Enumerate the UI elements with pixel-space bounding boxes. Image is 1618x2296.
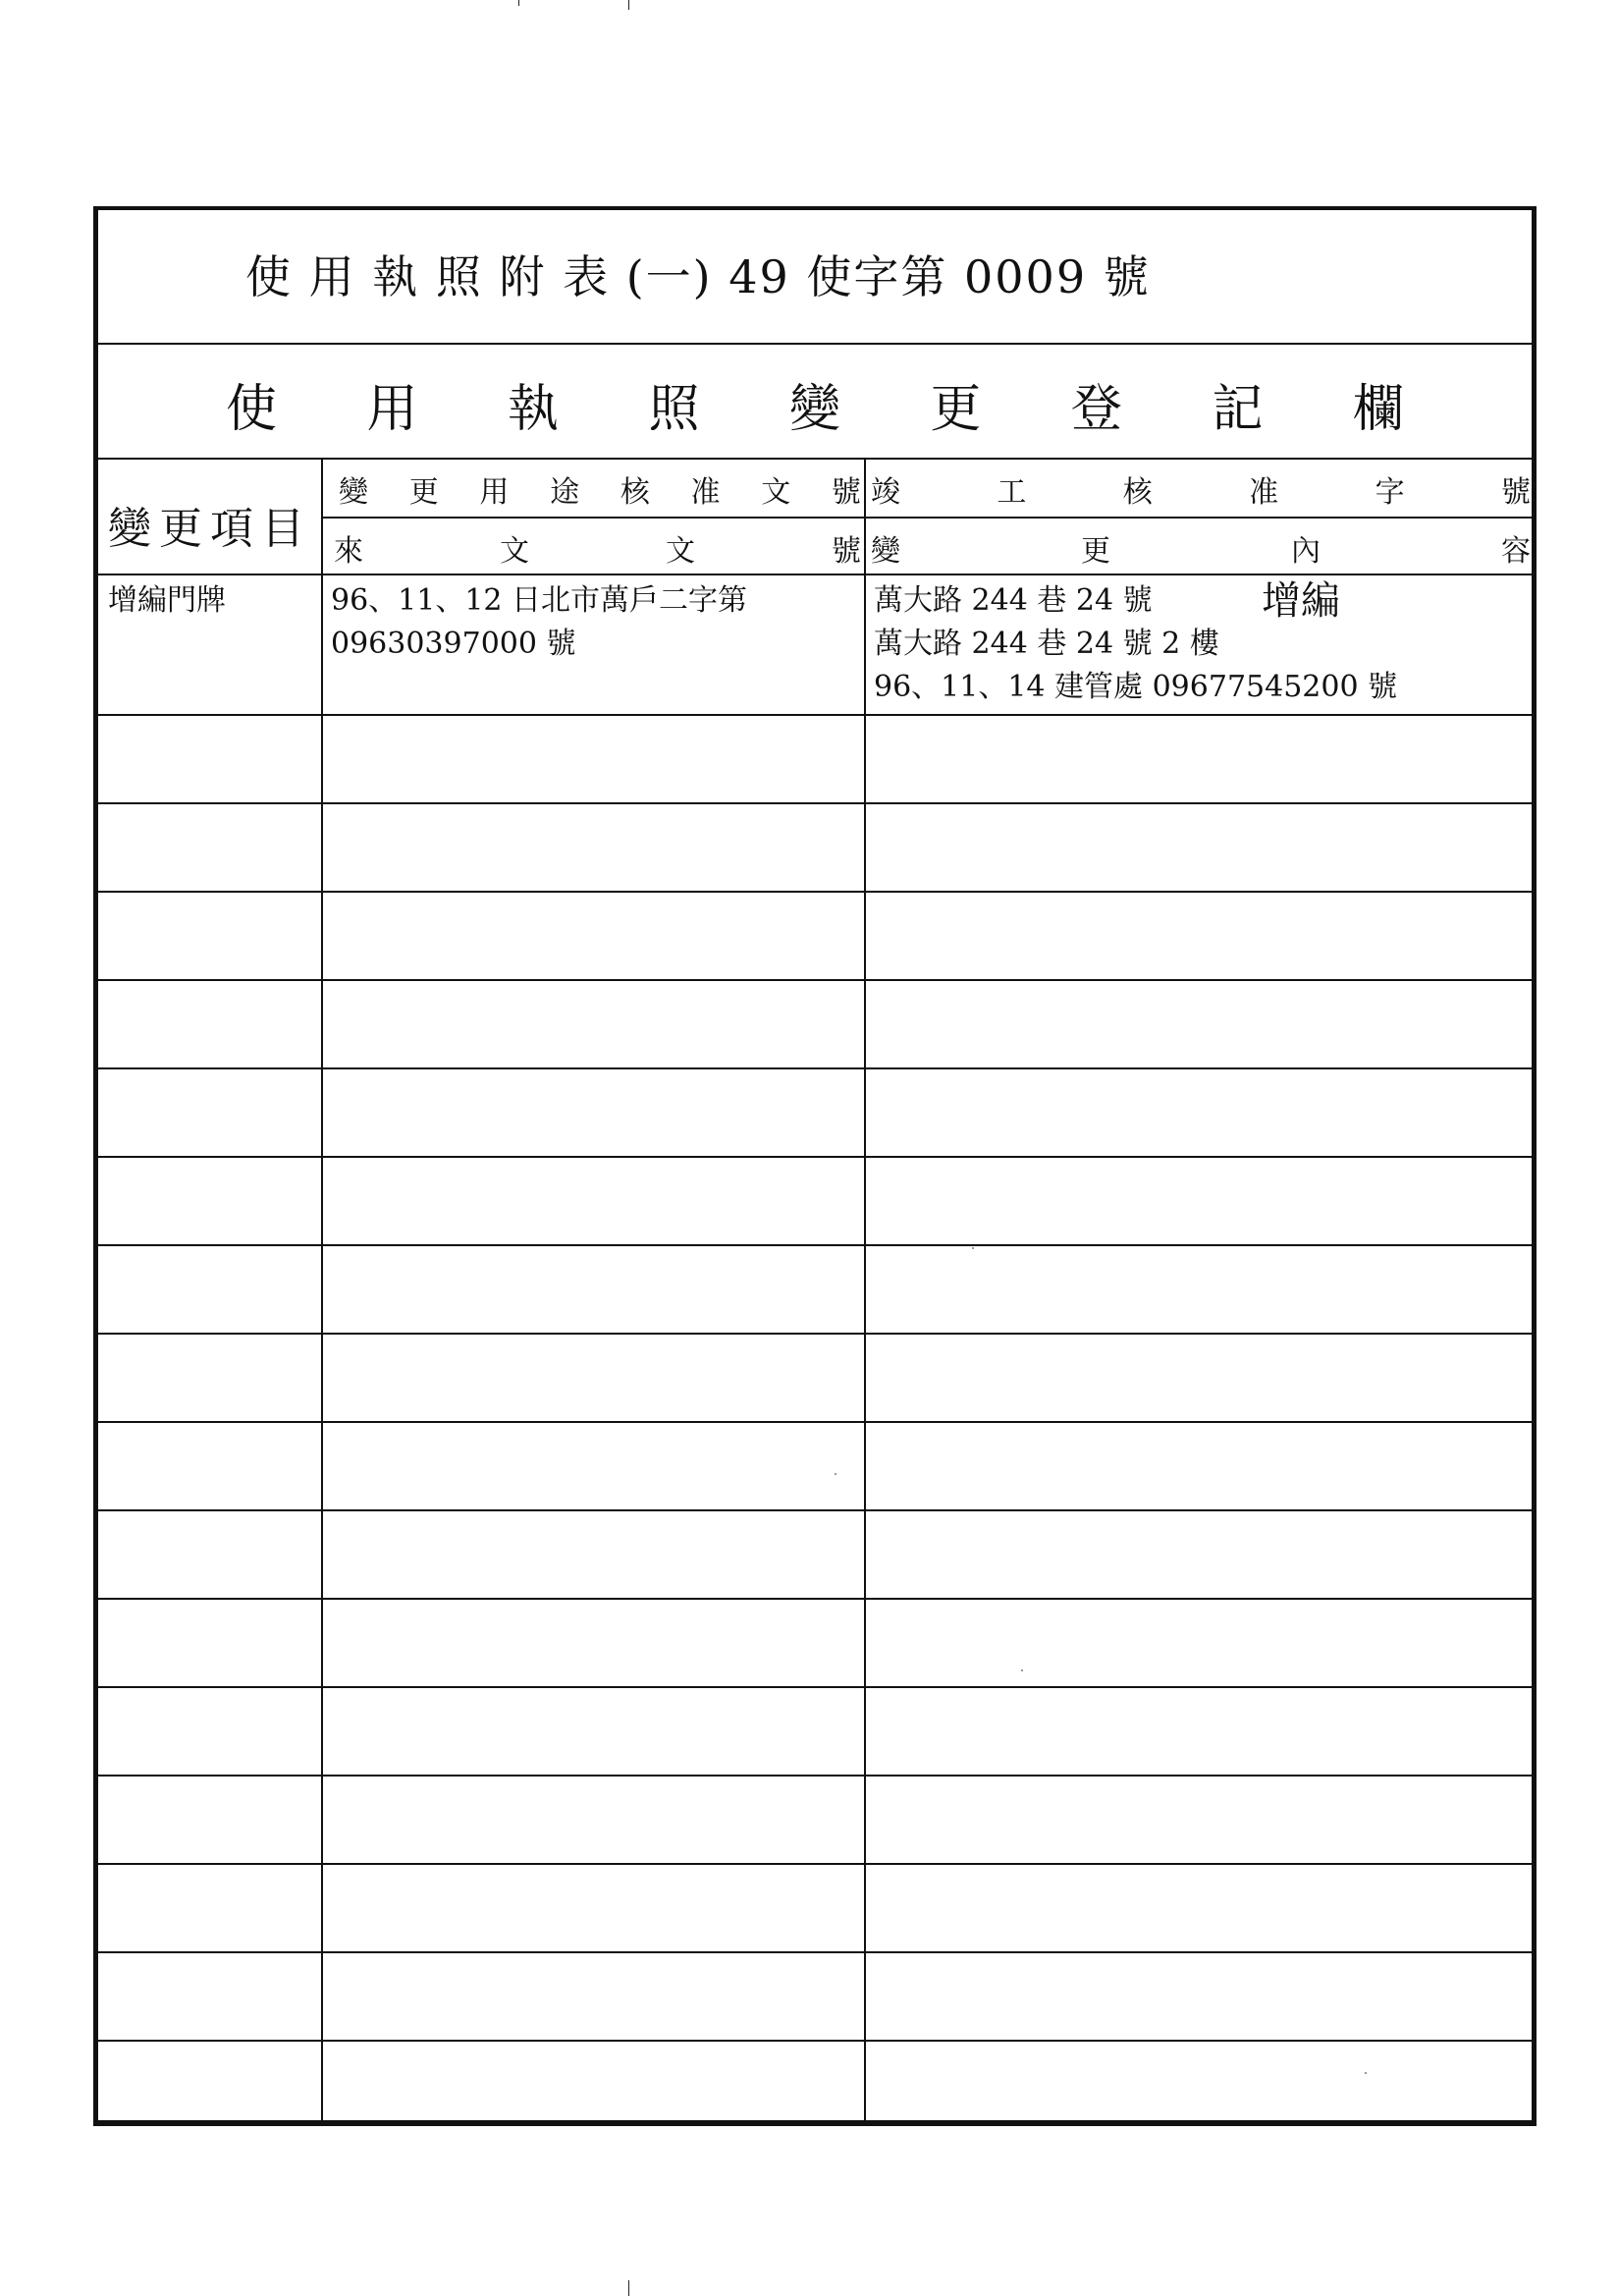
row-divider bbox=[98, 1686, 1532, 1688]
subtitle-char: 欄 bbox=[1352, 380, 1404, 439]
header-char: 字 bbox=[1375, 475, 1405, 510]
header-mid-divider bbox=[321, 517, 1532, 519]
row-divider bbox=[98, 802, 1532, 804]
header-char: 工 bbox=[997, 475, 1027, 510]
header-char: 變 bbox=[871, 534, 900, 569]
subtitle-char: 登 bbox=[1070, 380, 1122, 439]
scan-mark-bottom bbox=[628, 2280, 629, 2296]
usage-permit-form bbox=[93, 206, 1537, 2126]
entry-handwritten-note: 增編 bbox=[1262, 578, 1340, 624]
row-divider bbox=[98, 1067, 1532, 1069]
header-char: 文 bbox=[500, 534, 529, 569]
header-change-content bbox=[871, 526, 1531, 570]
title-divider bbox=[98, 343, 1532, 345]
row-divider bbox=[98, 1951, 1532, 1953]
subtitle-char: 更 bbox=[930, 380, 982, 439]
entry-content-line: 96、11、14 建管處 09677545200 號 bbox=[874, 670, 1398, 704]
row-divider bbox=[98, 1156, 1532, 1158]
subtitle-char: 使 bbox=[226, 380, 278, 439]
header-char: 號 bbox=[831, 475, 861, 510]
row-divider bbox=[98, 1775, 1532, 1777]
header-char: 文 bbox=[761, 475, 791, 510]
row-divider bbox=[98, 1333, 1532, 1335]
header-char: 內 bbox=[1291, 534, 1321, 569]
header-char: 文 bbox=[666, 534, 695, 569]
header-char: 更 bbox=[1081, 534, 1110, 569]
header-char: 竣 bbox=[871, 475, 900, 510]
header-char: 容 bbox=[1501, 534, 1531, 569]
column-divider-1 bbox=[321, 458, 323, 2120]
header-char: 更 bbox=[408, 475, 439, 510]
header-approval-doc bbox=[339, 467, 861, 511]
subtitle-char: 記 bbox=[1212, 380, 1264, 439]
row-divider bbox=[98, 1509, 1532, 1511]
header-char: 號 bbox=[1500, 475, 1531, 510]
column-divider-2 bbox=[864, 458, 866, 2120]
scan-speck bbox=[835, 1473, 836, 1475]
row-divider bbox=[98, 714, 1532, 716]
entry-doc-line: 09630397000 號 bbox=[331, 627, 576, 661]
scan-speck bbox=[1365, 2072, 1367, 2074]
scan-mark-top-left bbox=[518, 0, 519, 6]
form-title: 使 用 執 照 附 表 (一) 49 使字第 0009 號 bbox=[245, 250, 1151, 303]
header-char: 變 bbox=[339, 475, 368, 510]
row-divider bbox=[98, 1598, 1532, 1600]
entry-content-line: 萬大路 244 巷 24 號 bbox=[874, 583, 1153, 618]
entry-content-line: 萬大路 244 巷 24 號 2 樓 bbox=[874, 627, 1219, 661]
row-divider bbox=[98, 891, 1532, 893]
scan-speck bbox=[972, 1247, 974, 1249]
entry-item: 增編門牌 bbox=[108, 583, 226, 618]
header-char: 號 bbox=[832, 534, 861, 569]
header-char: 用 bbox=[479, 475, 510, 510]
header-incoming-doc bbox=[334, 526, 861, 570]
header-char: 准 bbox=[1249, 475, 1279, 510]
header-completion-approval bbox=[871, 467, 1531, 511]
subtitle-char: 執 bbox=[507, 380, 559, 439]
row-divider bbox=[98, 979, 1532, 981]
row-divider bbox=[98, 2040, 1532, 2042]
subtitle-char: 變 bbox=[788, 380, 840, 439]
subtitle-divider bbox=[98, 458, 1532, 460]
row-divider bbox=[98, 1421, 1532, 1423]
subtitle-char: 用 bbox=[366, 380, 418, 439]
subtitle-char: 照 bbox=[648, 380, 700, 439]
entry-doc-line: 96、11、12 日北市萬戶二字第 bbox=[331, 583, 748, 618]
header-char: 核 bbox=[620, 475, 650, 510]
header-char: 核 bbox=[1122, 475, 1153, 510]
row-divider bbox=[98, 1863, 1532, 1865]
form-subtitle bbox=[226, 367, 1404, 441]
header-item-label: 變更項目 bbox=[108, 504, 312, 554]
scan-speck bbox=[1021, 1669, 1023, 1671]
row-divider bbox=[98, 1244, 1532, 1246]
header-char: 來 bbox=[334, 534, 363, 569]
header-char: 途 bbox=[550, 475, 580, 510]
header-char: 准 bbox=[690, 475, 721, 510]
scan-mark-top-right bbox=[628, 0, 629, 10]
